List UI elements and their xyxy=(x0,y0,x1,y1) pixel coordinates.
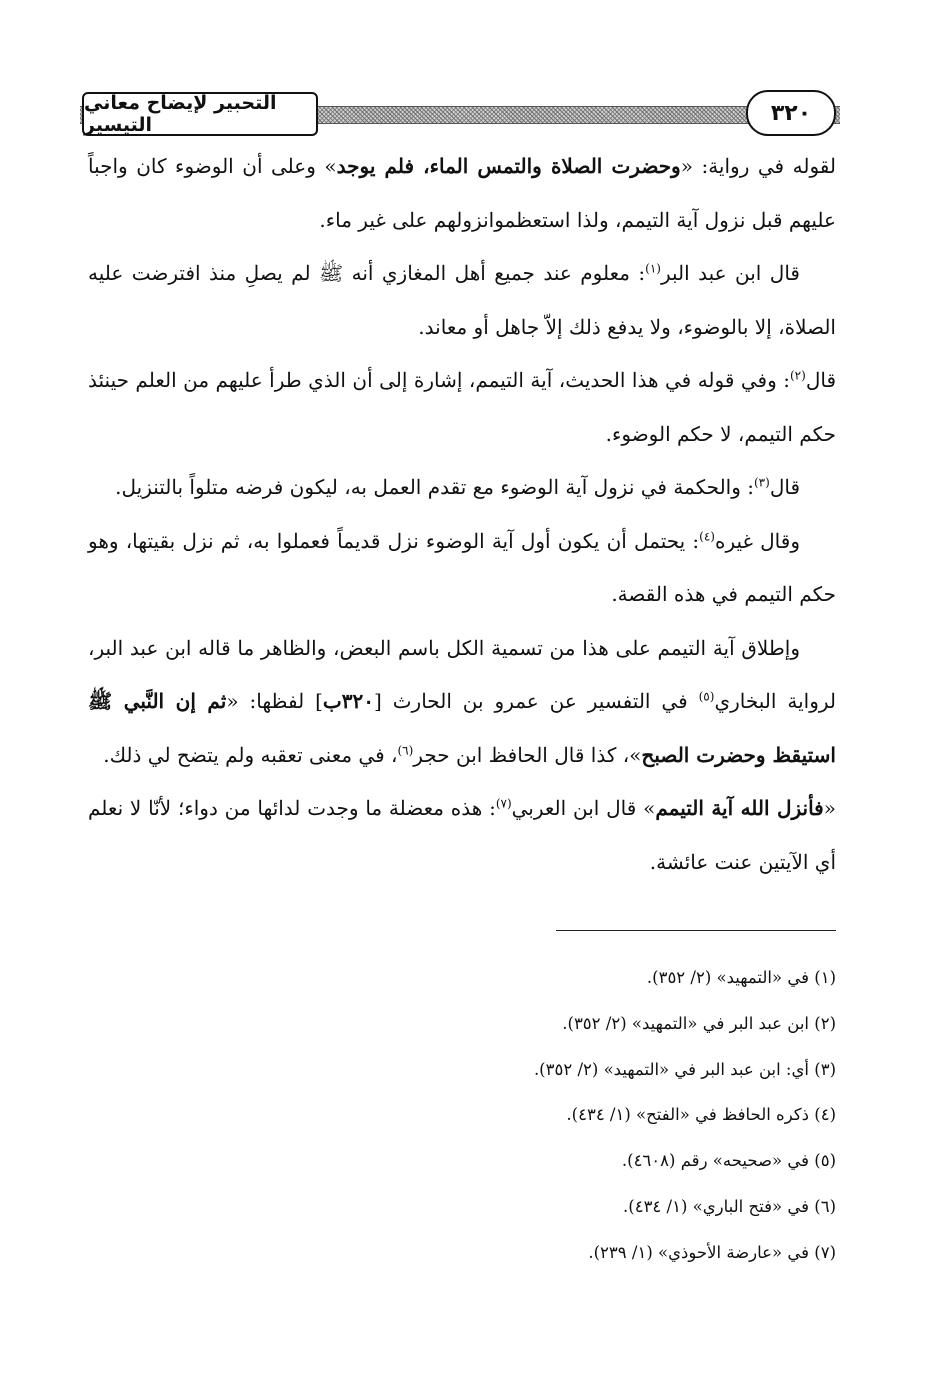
running-title xyxy=(82,92,318,136)
paragraph-7: «فأنزل الله آية التيمم» قال ابن العربي$^{(٧)}$: هذه معضلة ما وجدت لدائها من دواء؛ لأنّا لا نعلم أي الآيتين عنت عائشة. xyxy=(88,796,836,874)
paragraph-2: قال ابن عبد البر$^{(١)}$: معلوم عند جميع أهل المغازي أنه ﷺ لم يصلِ منذ افترضت عليه الصلاة، إلا بالوضوء، ولا يدفع ذلك إلاّ جاهل أو معاند. xyxy=(88,261,836,339)
footnote-ref-2: (٢) xyxy=(789,368,806,383)
footnote-ref-6: (٦) xyxy=(397,742,414,757)
footnote-2: (٢) ابن عبد البر في «التمهيد» (٢/ ٣٥٢). xyxy=(562,1013,836,1033)
quoted-hadith: فأنزل الله آية التيمم xyxy=(655,796,824,820)
paragraph-3: قال$^{(٢)}$: وفي قوله في هذا الحديث، آية التيمم، إشارة إلى أن الذي طرأ عليهم من العلم حينئذ حكم التيمم، لا حكم الوضوء. xyxy=(88,368,836,446)
footnote-1: (١) في «التمهيد» (٢/ ٣٥٢). xyxy=(646,968,836,987)
paragraph-4: قال$^{(٣)}$: والحكمة في نزول آية الوضوء مع تقدم العمل به، ليكون فرضه متلواً بالتنزيل. xyxy=(115,475,800,499)
footnote-6: (٦) في «فتح الباري» (١/ ٤٣٤). xyxy=(623,1196,836,1216)
paragraph-6: وإطلاق آية التيمم على هذا من تسمية الكل باسم البعض، والظاهر ما قاله ابن عبد البر، لرواية البخاري$^{(٥)}$ في التفسير عن عمرو بن الحارث [٣٢٠ب] لفظها: «ثم إن النَّبي ﷺ استيقظ وحضرت الصبح»، كذا قال الحافظ ابن حجر$^{(٦)}$، في معنى تعقبه ولم يتضح لي ذلك. xyxy=(88,635,837,767)
page-number xyxy=(746,90,836,136)
page-header xyxy=(80,90,840,138)
footnote-separator xyxy=(556,930,836,931)
footnote-ref-1: (١) xyxy=(645,261,661,276)
footnote-ref-4: (٤) xyxy=(699,528,715,543)
running-title-text: التحبير لإيضاح معاني التيسير xyxy=(84,92,277,136)
page-number-text: ٣٢٠ xyxy=(770,100,812,126)
footnote-5: (٥) في «صحيحه» رقم (٤٦٠٨). xyxy=(621,1151,836,1171)
main-text xyxy=(88,140,836,889)
paragraph-1: لقوله في رواية: «وحضرت الصلاة والتمس الماء، فلم يوجد» وعلى أن الوضوء كان واجباً عليهم قبل نزول آية التيمم، ولذا استعظموانزولهم على غير ماء. xyxy=(88,154,836,232)
footnote-ref-5: (٥) xyxy=(698,689,715,704)
quoted-hadith: ثم إن النَّبي ﷺ استيقظ وحضرت الصبح xyxy=(88,689,836,767)
manuscript-folio-marker: ٣٢٠ب xyxy=(322,689,374,713)
footnotes xyxy=(88,955,836,1276)
footnote-7: (٧) في «عارضة الأحوذي» (١/ ٢٣٩). xyxy=(588,1242,836,1262)
footnote-ref-3: (٣) xyxy=(753,475,770,490)
quoted-hadith: وحضرت الصلاة والتمس الماء، فلم يوجد xyxy=(336,154,681,178)
footnote-4: (٤) ذكره الحافظ في «الفتح» (١/ ٤٣٤). xyxy=(566,1105,836,1125)
paragraph-5: وقال غيره$^{(٤)}$: يحتمل أن يكون أول آية الوضوء نزل قديماً فعملوا به، ثم نزل بقيتها، وهو حكم التيمم في هذه القصة. xyxy=(88,528,836,606)
footnote-ref-7: (٧) xyxy=(495,796,512,811)
footnote-3: (٣) أي: ابن عبد البر في «التمهيد» (٢/ ٣٥٢). xyxy=(533,1059,836,1079)
